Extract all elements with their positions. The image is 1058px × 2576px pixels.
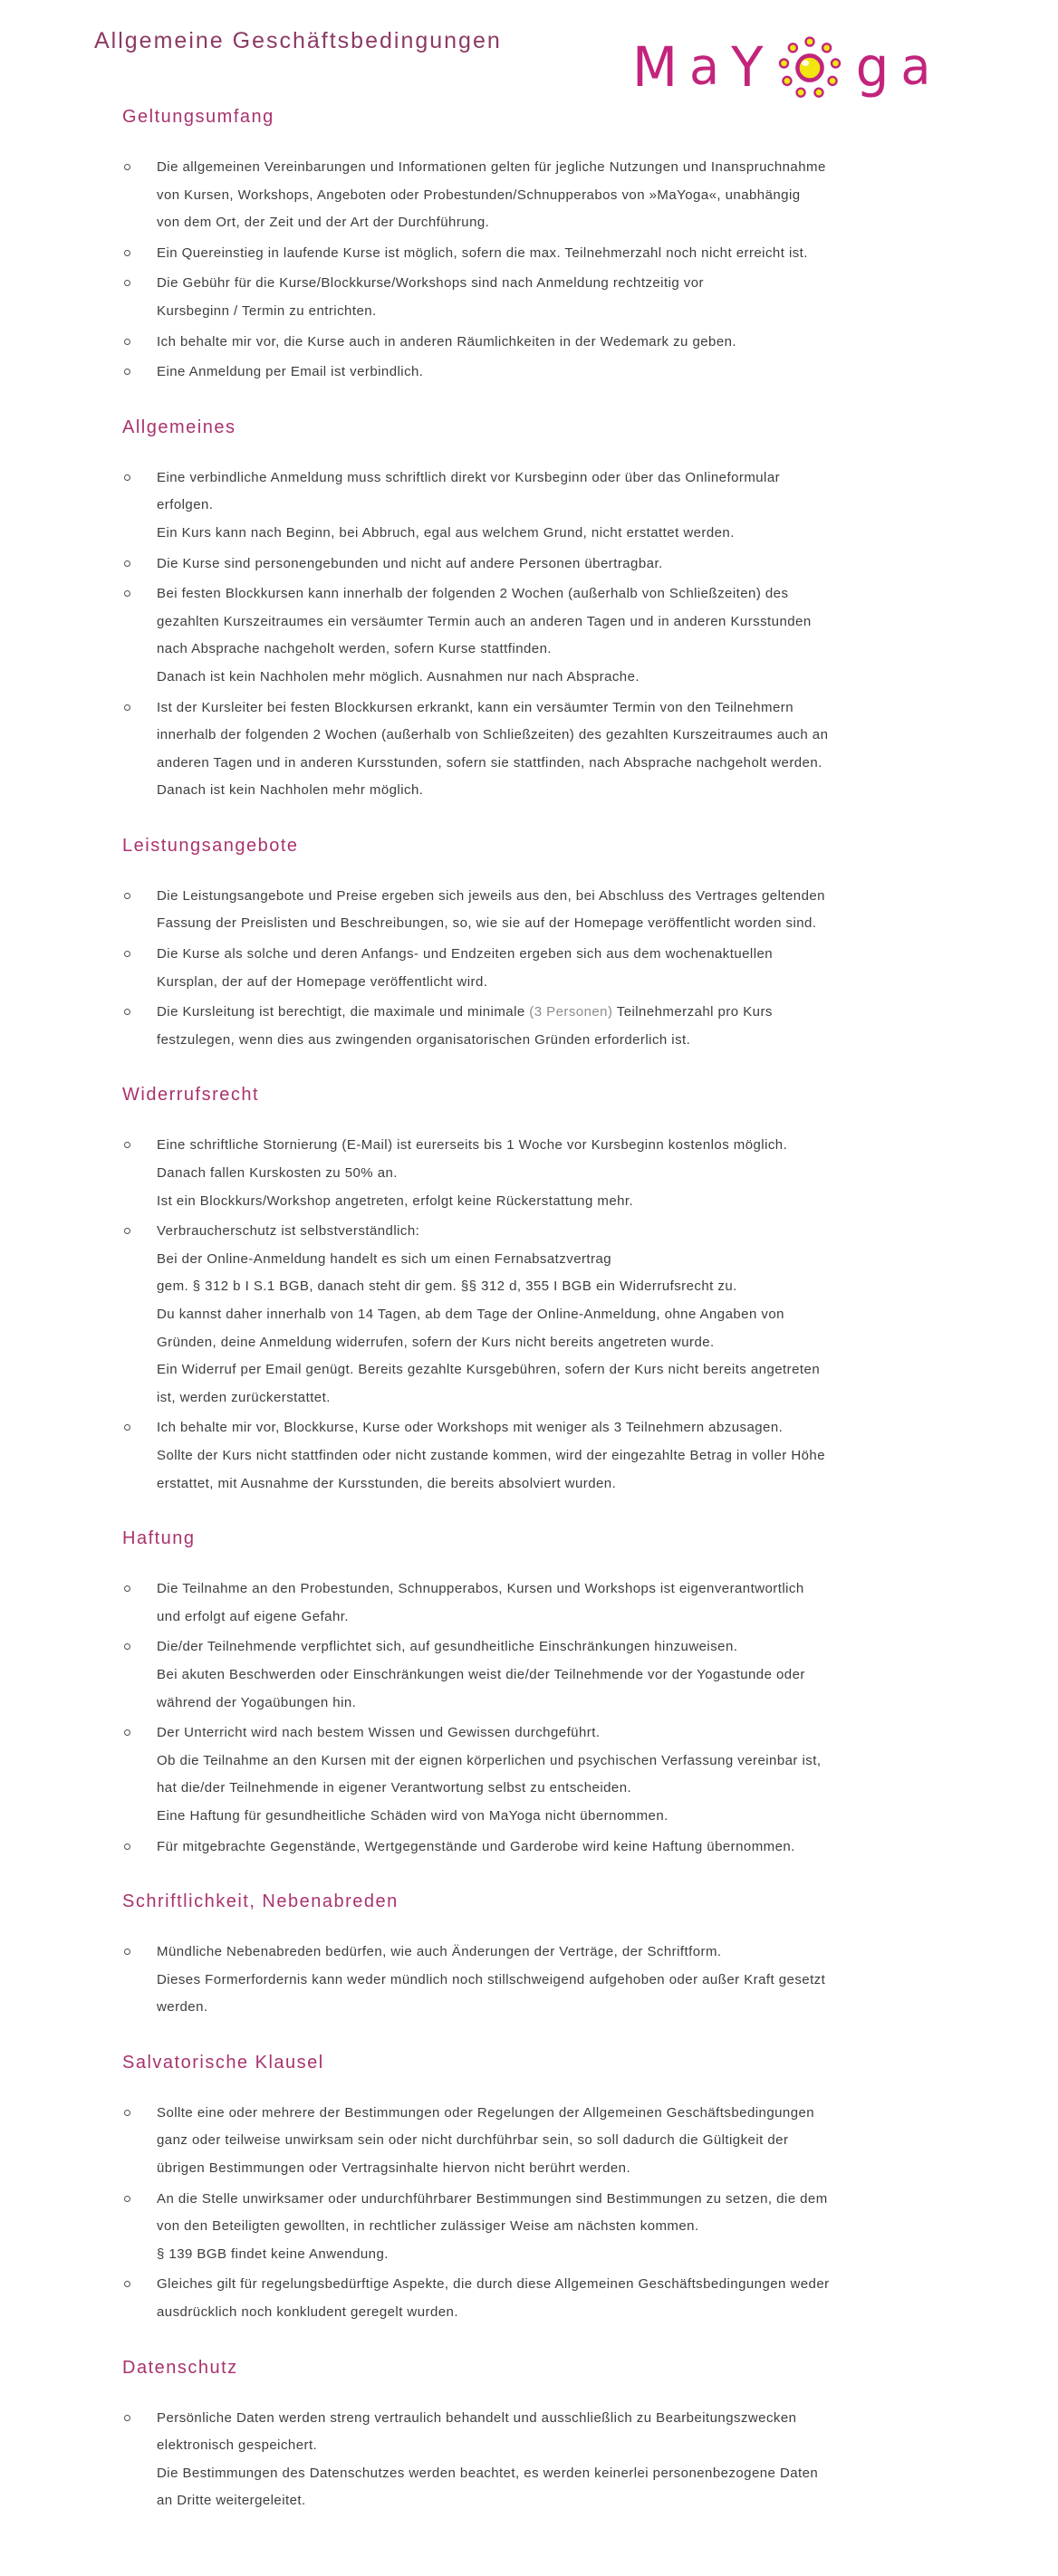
bullet-line: ausdrücklich noch konkludent geregelt wurden.	[157, 2304, 458, 2321]
logo-letter: M	[632, 34, 678, 100]
bullet-line: Ein Kurs kann nach Beginn, bei Abbruch, egal aus welchem Grund, nicht erstattet werden.	[157, 524, 735, 541]
bullet-line: gem. § 312 b I S.1 BGB, danach steht dir gem. §§ 312 d, 355 I BGB ein Widerrufsrecht zu.	[157, 1278, 737, 1295]
bullet-line: während der Yogaübungen hin.	[157, 1694, 357, 1710]
bullet-marker	[124, 339, 130, 345]
section-heading: Salvatorische Klausel	[122, 2052, 324, 2073]
bullet-line: Die Bestimmungen des Datenschutzes werden beachtet, es werden keinerlei personenbezogene Daten	[157, 2465, 819, 2481]
bullet-item	[157, 2186, 1058, 2269]
section-heading: Allgemeines	[122, 417, 236, 437]
bullet-line: Für mitgebrachte Gegenstände, Wertgegenstände und Garderobe wird keine Haftung übernommen.	[157, 1834, 1058, 1862]
bullet-line: elektronisch gespeichert.	[157, 2437, 318, 2454]
bullet-item	[157, 464, 1058, 548]
bullet-list	[0, 1939, 1058, 2022]
bullet-item	[157, 941, 1058, 996]
bullet-line: gezahlten Kurszeitraumes ein versäumter Termin auch an anderen Tagen und in anderen Kursstunden	[157, 613, 812, 629]
mayoga-logo	[632, 24, 940, 110]
bullet-item	[157, 1218, 1058, 1412]
text-segment: Teilnehmerzahl pro Kurs	[612, 1004, 773, 1020]
bullet-marker	[124, 893, 130, 899]
bullet-item	[157, 240, 1058, 268]
bullet-marker	[124, 560, 130, 567]
sun-core	[797, 55, 822, 80]
bullet-line: Bei akuten Beschwerden oder Einschränkungen weist die/der Teilnehmende vor der Yogastunde oder	[157, 1666, 805, 1682]
bullet-line: Bei festen Blockkursen kann innerhalb der folgenden 2 Wochen (außerhalb von Schließzeiten) des	[157, 580, 1058, 608]
bullet-line: Sollte der Kurs nicht stattfinden oder nicht zustande kommen, wird der eingezahlte Betrag in voller Höhe	[157, 1447, 826, 1463]
bullet-line: Eine Anmeldung per Email ist verbindlich.	[157, 359, 1058, 387]
bullet-list	[0, 1132, 1058, 1498]
bullet-line: von Kursen, Workshops, Angeboten oder Probestunden/Schnupperabos von »MaYoga«, unabhängig	[157, 187, 801, 203]
bullet-marker	[124, 1142, 130, 1148]
bullet-marker	[124, 2281, 130, 2287]
bullet-item	[157, 551, 1058, 579]
bullet-line: Die/der Teilnehmende verpflichtet sich, auf gesundheitliche Einschränkungen hinzuweisen.	[157, 1633, 1058, 1661]
bullet-marker	[124, 1424, 130, 1431]
logo-letter: a	[689, 36, 720, 97]
bullet-marker	[124, 1643, 130, 1650]
section	[0, 1527, 1058, 1861]
bullet-line: Die allgemeinen Vereinbarungen und Informationen gelten für jegliche Nutzungen und Inanspruchnahme	[157, 154, 1058, 182]
bullet-line: hat die/der Teilnehmende in eigener Verantwortung selbst zu entscheiden.	[157, 1780, 632, 1796]
section-heading: Geltungsumfang	[122, 107, 274, 127]
bullet-line: Kursplan, der auf der Homepage veröffentlicht wird.	[157, 973, 488, 990]
bullet-marker	[124, 250, 130, 256]
bullet-marker	[124, 369, 130, 375]
bullet-item	[157, 1834, 1058, 1862]
bullet-line: werden.	[157, 1999, 208, 2016]
bullet-marker	[124, 1949, 130, 1955]
bullet-item	[157, 1132, 1058, 1215]
bullet-line: Danach ist kein Nachholen mehr möglich.	[157, 782, 424, 799]
bullet-line: Die Kurse als solche und deren Anfangs- und Endzeiten ergeben sich aus dem wochenaktuellen	[157, 941, 1058, 969]
bullet-line: und erfolgt auf eigene Gefahr.	[157, 1608, 349, 1624]
bullet-marker	[124, 1228, 130, 1234]
bullet-line: nach Absprache nachgeholt werden, sofern Kurse stattfinden.	[157, 641, 552, 657]
bullet-line: Kursbeginn / Termin zu entrichten.	[157, 302, 377, 319]
section-heading: Haftung	[122, 1528, 196, 1549]
bullet-marker	[124, 1729, 130, 1736]
bullet-item	[157, 154, 1058, 237]
bullet-marker	[124, 2110, 130, 2116]
bullet-marker	[124, 590, 130, 597]
bullet-line: erstattet, mit Ausnahme der Kursstunden, die bereits absolviert wurden.	[157, 1475, 617, 1491]
bullet-item	[157, 2405, 1058, 2515]
bullet-line: Gleiches gilt für regelungsbedürftige Aspekte, die durch diese Allgemeinen Geschäftsbedingungen weder	[157, 2271, 1058, 2299]
bullet-line: ist, werden zurückerstattet.	[157, 1389, 331, 1405]
bullet-line: innerhalb der folgenden 2 Wochen (außerhalb von Schließzeiten) des gezahlten Kurszeitraumes auch an	[157, 727, 829, 743]
bullet-line: Danach ist kein Nachholen mehr möglich. Ausnahmen nur nach Absprache.	[157, 668, 640, 685]
bullet-line: Die Gebühr für die Kurse/Blockkurse/Workshops sind nach Anmeldung rechtzeitig vor	[157, 270, 1058, 298]
bullet-item	[157, 270, 1058, 325]
bullet-marker	[124, 280, 130, 286]
section-heading: Leistungsangebote	[122, 835, 299, 856]
bullet-line: Ob die Teilnahme an den Kursen mit der eignen körperlichen und psychischen Verfassung vereinbar ist,	[157, 1752, 822, 1768]
bullet-line: Eine schriftliche Stornierung (E-Mail) ist eurerseits bis 1 Woche vor Kursbeginn kostenlos möglich.	[157, 1132, 1058, 1160]
bullet-line: Ein Quereinstieg in laufende Kurse ist möglich, sofern die max. Teilnehmerzahl noch nicht erreicht ist.	[157, 240, 1058, 268]
bullet-line: Mündliche Nebenabreden bedürfen, wie auch Änderungen der Verträge, der Schriftform.	[157, 1939, 1058, 1967]
bullet-item	[157, 694, 1058, 805]
bullet-line: Dieses Formerfordernis kann weder mündlich noch stillschweigend aufgehoben oder außer Kraft gesetzt	[157, 1971, 826, 1987]
muted-text: (3 Personen)	[529, 1004, 613, 1020]
bullet-line: Persönliche Daten werden streng vertraulich behandelt und ausschließlich zu Bearbeitungszwecken	[157, 2405, 1058, 2433]
bullet-item	[157, 999, 1058, 1054]
bullet-item	[157, 359, 1058, 387]
bullet-line: anderen Tagen und in anderen Kursstunden, sofern sie stattfinden, nach Absprache nachgeholt werden.	[157, 754, 822, 771]
bullet-line: Fassung der Preislisten und Beschreibungen, so, wie sie auf der Homepage veröffentlicht worden sind.	[157, 915, 817, 932]
bullet-line: Eine Haftung für gesundheitliche Schäden wird von MaYoga nicht übernommen.	[157, 1807, 668, 1824]
bullet-line: Die Teilnahme an den Probestunden, Schnupperabos, Kursen und Workshops ist eigenverantwortlich	[157, 1575, 1058, 1604]
bullet-item	[157, 1719, 1058, 1830]
bullet-item	[157, 1633, 1058, 1717]
bullet-line: Gründen, deine Anmeldung widerrufen, sofern der Kurs nicht bereits angetreten wurde.	[157, 1334, 715, 1350]
bullet-line: Die Leistungsangebote und Preise ergeben sich jeweils aus den, bei Abschluss des Vertrages geltenden	[157, 883, 1058, 911]
logo-letter: Y	[731, 34, 764, 100]
bullet-line: An die Stelle unwirksamer oder undurchführbarer Bestimmungen sind Bestimmungen zu setzen, die dem	[157, 2186, 1058, 2214]
section	[0, 1890, 1058, 2022]
bullet-line: Ich behalte mir vor, die Kurse auch in anderen Räumlichkeiten in der Wedemark zu geben.	[157, 329, 1058, 357]
section	[0, 1083, 1058, 1498]
section	[0, 105, 1058, 387]
logo-letter: a	[900, 36, 931, 97]
bullet-list	[0, 154, 1058, 387]
bullet-line: Danach fallen Kurskosten zu 50% an.	[157, 1165, 398, 1182]
text-segment: Die Kursleitung ist berechtigt, die maximale und minimale	[157, 1004, 530, 1020]
bullet-marker	[124, 1843, 130, 1850]
logo-letter: g	[855, 34, 890, 100]
section	[0, 2051, 1058, 2327]
bullet-marker	[124, 164, 130, 170]
bullet-line: Die Kurse sind personengebunden und nicht auf andere Personen übertragbar.	[157, 551, 1058, 579]
bullet-line: Ein Widerruf per Email genügt. Bereits gezahlte Kursgebühren, sofern der Kurs nicht bereits angetreten	[157, 1362, 821, 1378]
sun-icon	[775, 34, 844, 102]
bullet-marker	[124, 951, 130, 957]
bullet-list	[0, 883, 1058, 1055]
bullet-line: festzulegen, wenn dies aus zwingenden organisatorischen Gründen erforderlich ist.	[157, 1031, 691, 1048]
section-heading: Widerrufsrecht	[122, 1085, 260, 1106]
bullet-item	[157, 2100, 1058, 2183]
bullet-item	[157, 1414, 1058, 1498]
sections	[0, 105, 1058, 2515]
section-heading: Datenschutz	[122, 2357, 238, 2378]
bullet-line: § 139 BGB findet keine Anwendung.	[157, 2246, 389, 2262]
bullet-line: Ist ein Blockkurs/Workshop angetreten, erfolgt keine Rückerstattung mehr.	[157, 1192, 634, 1209]
bullet-line: Verbraucherschutz ist selbstverständlich:	[157, 1218, 1058, 1246]
bullet-line: ganz oder teilweise unwirksam sein oder nicht durchführbar sein, so soll dadurch die Gültigkeit der	[157, 2132, 789, 2149]
bullet-item	[157, 1939, 1058, 2022]
section-heading: Schriftlichkeit, Nebenabreden	[122, 1891, 399, 1912]
bullet-line: Sollte eine oder mehrere der Bestimmungen oder Regelungen der Allgemeinen Geschäftsbedingungen	[157, 2100, 1058, 2128]
page-title: Allgemeine Geschäftsbedingungen	[94, 28, 502, 53]
bullet-list	[0, 2100, 1058, 2327]
bullet-item	[157, 329, 1058, 357]
bullet-line: Eine verbindliche Anmeldung muss schriftlich direkt vor Kursbeginn oder über das Onlineformular	[157, 464, 1058, 493]
bullet-item	[157, 883, 1058, 938]
sun-highlight	[802, 60, 809, 66]
section	[0, 416, 1058, 805]
bullet-marker	[124, 2415, 130, 2421]
bullet-line: von dem Ort, der Zeit und der Art der Durchführung.	[157, 215, 490, 231]
bullet-marker	[124, 474, 130, 481]
bullet-line: Ist der Kursleiter bei festen Blockkursen erkrankt, kann ein versäumter Termin von den Teilnehmern	[157, 694, 1058, 723]
bullet-marker	[124, 704, 130, 711]
bullet-marker	[124, 2196, 130, 2202]
bullet-list	[0, 464, 1058, 805]
bullet-line: Der Unterricht wird nach bestem Wissen und Gewissen durchgeführt.	[157, 1719, 1058, 1748]
bullet-marker	[124, 1585, 130, 1592]
bullet-item	[157, 1575, 1058, 1631]
bullet-marker	[124, 1009, 130, 1015]
section	[0, 834, 1058, 1055]
bullet-list	[0, 2405, 1058, 2515]
bullet-line: übrigen Bestimmungen oder Vertragsinhalte hiervon nicht berührt werden.	[157, 2160, 631, 2177]
bullet-line: an Dritte weitergeleitet.	[157, 2493, 306, 2509]
bullet-item	[157, 2271, 1058, 2326]
bullet-line: Bei der Online-Anmeldung handelt es sich um einen Fernabsatzvertrag	[157, 1250, 612, 1267]
bullet-line: von den Beteiligten gewollten, in rechtlicher zulässiger Weise am nächsten kommen.	[157, 2218, 699, 2235]
bullet-list	[0, 1575, 1058, 1861]
bullet-line: erfolgen.	[157, 497, 214, 513]
section	[0, 2356, 1058, 2515]
bullet-line: Ich behalte mir vor, Blockkurse, Kurse oder Workshops mit weniger als 3 Teilnehmern abzusagen.	[157, 1414, 1058, 1442]
bullet-line: Du kannst daher innerhalb von 14 Tagen, ab dem Tage der Online-Anmeldung, ohne Angaben von	[157, 1307, 784, 1322]
bullet-item	[157, 580, 1058, 691]
bullet-line	[157, 999, 1058, 1027]
